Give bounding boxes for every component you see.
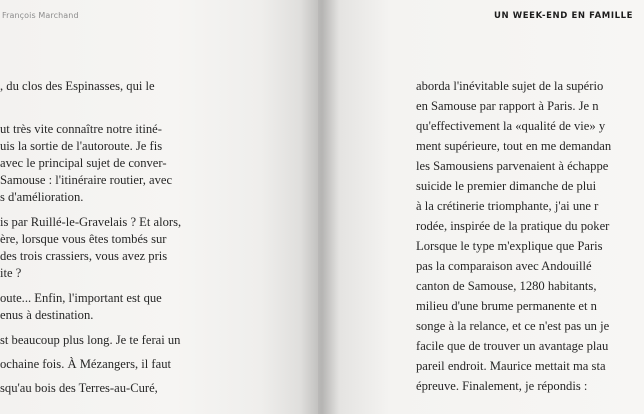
text-line: enus à destination. xyxy=(0,308,94,322)
text-line: épreuve. Finalement, je répondis : xyxy=(416,379,588,393)
text-line: pareil endroit. Maurice mettait ma sta xyxy=(416,359,606,373)
text-line: suicide le premier dimanche de plui xyxy=(416,179,597,193)
text-line: ment supérieure, tout en me demandan xyxy=(416,139,612,153)
text-line: ochaine fois. À Mézangers, il faut xyxy=(0,357,172,371)
text-line: aborda l'inévitable sujet de la supério xyxy=(416,79,604,93)
text-line: oute... Enfin, l'important est que xyxy=(0,291,162,305)
text-line: songe à la relance, et ce n'est pas un je xyxy=(416,319,610,333)
text-line: facile que de trouver un avantage plau xyxy=(416,339,609,353)
text-line: uis la sortie de l'autoroute. Je fis xyxy=(0,139,163,153)
text-line: st beaucoup plus long. Je te ferai un xyxy=(0,333,181,347)
text-line: des trois crassiers, vous avez pris xyxy=(0,249,168,263)
text-line: squ'au bois des Terres-au-Curé, xyxy=(0,381,158,395)
text-line: Lorsque le type m'explique que Paris xyxy=(416,239,603,253)
text-line: en Samouse par rapport à Paris. Je n xyxy=(416,99,599,113)
text-line: les Samousiens parvenaient à échappe xyxy=(416,159,609,173)
text-line: milieu d'une brume permanente et n xyxy=(416,299,597,313)
text-line: , du clos des Espinasses, qui le xyxy=(0,79,155,93)
text-line: pas la comparaison avec Andouillé xyxy=(416,259,592,273)
text-line: s d'amélioration. xyxy=(0,190,84,204)
text-line: à la crétinerie triomphante, j'ai une r xyxy=(416,199,599,213)
text-line: is par Ruillé-le-Gravelais ? Et alors, xyxy=(0,215,182,229)
right-page xyxy=(318,0,644,414)
text-line: rodée, inspirée de la pratique du poker xyxy=(416,219,610,233)
text-line: canton de Samouse, 1280 habitants, xyxy=(416,279,597,293)
running-head-title: UN WEEK-END EN FAMILLE xyxy=(494,11,634,21)
text-line: ite ? xyxy=(0,266,22,280)
text-line: ère, lorsque vous êtes tombés sur xyxy=(0,232,167,246)
running-head-author: François Marchand xyxy=(2,11,79,20)
text-line: ut très vite connaître notre itiné- xyxy=(0,122,162,136)
text-line: avec le principal sujet de conver- xyxy=(0,156,167,170)
text-line: Samouse : l'itinéraire routier, avec xyxy=(0,173,173,187)
left-page xyxy=(0,0,318,414)
text-line: qu'effectivement la «qualité de vie» y xyxy=(416,119,606,133)
